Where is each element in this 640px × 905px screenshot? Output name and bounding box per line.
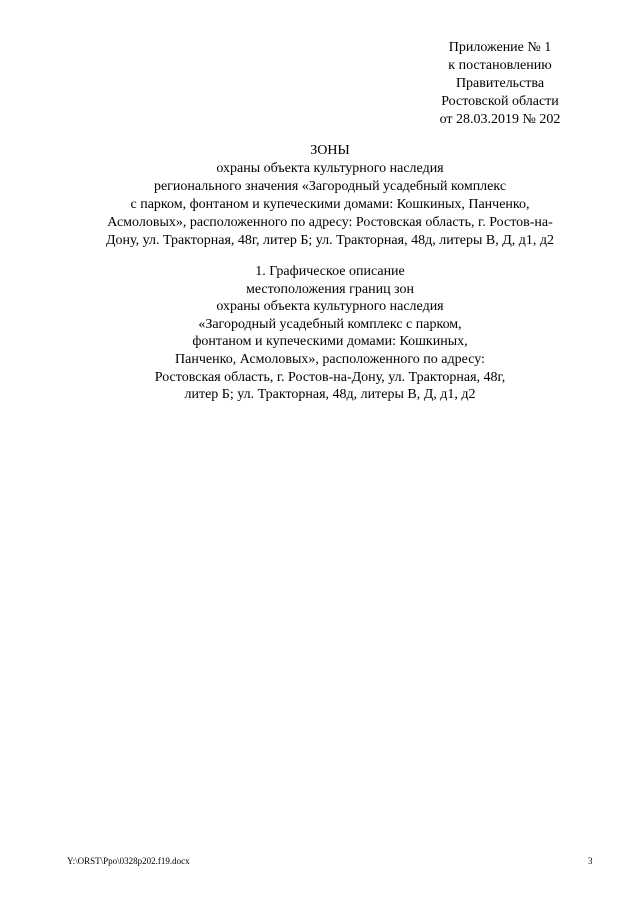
- title-line: Асмоловых», расположенного по адресу: Ростовская область, г. Ростов-на-: [107, 215, 553, 230]
- section-line: фонтаном и купеческими домами: Кошкиных,: [192, 334, 468, 350]
- section-line: Ростовская область, г. Ростов-на-Дону, ул. Тракторная, 48г,: [154, 369, 506, 385]
- section-heading: 1. Графическое описание: [255, 264, 405, 279]
- section-line: «Загородный усадебный комплекс с парком,: [198, 316, 462, 332]
- title-line: регионального значения «Загородный усадебный комплекс: [153, 179, 507, 194]
- section-line: охраны объекта культурного наследия: [216, 299, 444, 315]
- section-graphic-description: [60, 263, 600, 404]
- approval-line-region: Ростовской области: [441, 94, 559, 109]
- title-line: Дону, ул. Тракторная, 48г, литер Б; ул. Тракторная, 48д, литеры В, Д, д1, д2: [105, 233, 555, 248]
- title-line: с парком, фонтаном и купеческими домами: Кошкиных, Панченко,: [130, 197, 530, 212]
- title-heading: ЗОНЫ: [310, 143, 350, 158]
- approval-line-government: Правительства: [455, 76, 545, 91]
- approval-line-appendix: Приложение № 1: [448, 40, 552, 55]
- section-line: литер Б; ул. Тракторная, 48д, литеры В, Д, д1, д2: [184, 387, 476, 403]
- approval-stamp: [400, 39, 600, 129]
- section-line: местоположения границ зон: [245, 281, 414, 297]
- footer-page-number: 3: [588, 856, 593, 866]
- footer-file-path: Y:\ORST\Ppo\0328p202.f19.docx: [67, 856, 190, 866]
- title-line: охраны объекта культурного наследия: [216, 161, 444, 176]
- section-line: Панченко, Асмоловых», расположенного по адресу:: [175, 351, 485, 367]
- document-title: [60, 142, 600, 250]
- approval-line-date: от 28.03.2019 № 202: [439, 112, 561, 127]
- approval-line-resolution: к постановлению: [448, 58, 552, 73]
